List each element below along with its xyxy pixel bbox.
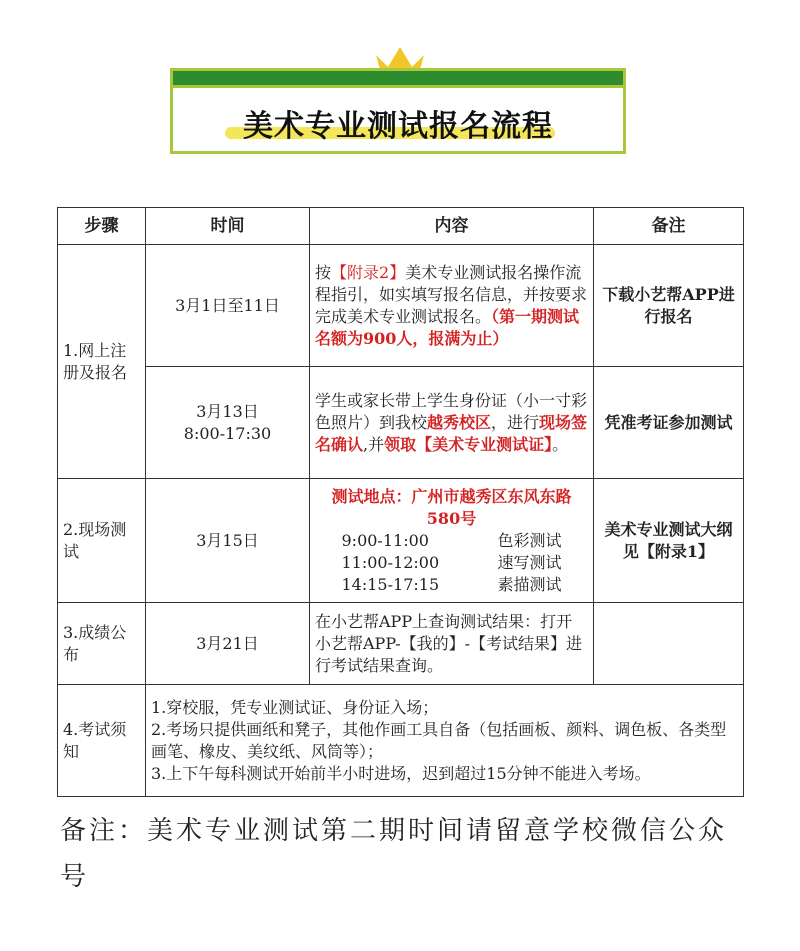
title-top-bar	[173, 71, 623, 85]
quota-notice: （第一期测试名额为900人，报满为止）	[315, 306, 580, 348]
campus-text: 越秀校区	[427, 412, 492, 432]
note-cell	[594, 603, 744, 685]
certificate-text: 领取【美术专业测试证】	[384, 434, 553, 454]
header-step: 步骤	[58, 208, 146, 245]
page-title: 美术专业测试报名流程	[243, 109, 553, 144]
title-banner	[170, 68, 626, 154]
schedule-time: 14:15-17:15	[341, 574, 440, 594]
footnote: 备注：美术专业测试第二期时间请留意学校微信公众号	[60, 816, 728, 892]
content-text: ，进行	[491, 412, 540, 432]
time-date: 3月13日	[196, 401, 259, 421]
process-table	[57, 207, 744, 797]
content-cell	[310, 479, 594, 603]
step-cell: 3.成绩公布	[58, 603, 146, 685]
content-text: 美术专业测试报名操作流程指引，如实填写报名信息，并按要求完成美术专业测试报名。	[315, 262, 588, 326]
content-text: ,并	[363, 434, 385, 454]
time-cell: 3月21日	[146, 603, 310, 685]
note-cell: 下载小艺帮APP进行报名	[594, 245, 744, 367]
schedule-item	[342, 574, 562, 596]
table-row	[58, 245, 744, 367]
table-row	[58, 685, 744, 797]
content-cell	[310, 367, 594, 479]
table-row	[58, 603, 744, 685]
table-header-row	[58, 208, 744, 245]
notice-item: 3.上下午每科测试开始前半小时进场，迟到超过15分钟不能进入考场。	[151, 763, 651, 783]
schedule-item	[342, 530, 562, 552]
schedule-time: 9:00-11:00	[341, 530, 429, 550]
table-row	[58, 479, 744, 603]
appendix-link-text: 【附录2】	[331, 262, 406, 282]
confirm-text: 现场签名确认	[315, 412, 588, 454]
step-cell: 4.考试须知	[58, 685, 146, 797]
step-cell: 1.网上注册及报名	[58, 245, 146, 479]
time-cell	[146, 367, 310, 479]
schedule-time: 11:00-12:00	[341, 552, 440, 572]
test-location: 测试地点：广州市越秀区东风东路580号	[331, 486, 572, 528]
content-text: 按	[315, 262, 332, 282]
time-range: 8:00-17:30	[183, 423, 272, 443]
schedule-subject: 速写测试	[497, 552, 562, 572]
note-cell: 美术专业测试大纲见【附录1】	[594, 479, 744, 603]
schedule-item	[342, 552, 562, 574]
schedule-subject: 素描测试	[497, 574, 562, 594]
note-cell: 凭准考证参加测试	[594, 367, 744, 479]
header-note: 备注	[594, 208, 744, 245]
table-row	[58, 367, 744, 479]
content-text: 学生或家长带上学生身份证（小一寸彩色照片）到我校	[315, 390, 588, 432]
notice-item: 1.穿校服，凭专业测试证、身份证入场；	[151, 697, 439, 717]
schedule-list	[342, 530, 562, 596]
header-content: 内容	[310, 208, 594, 245]
content-text: 。	[552, 434, 569, 454]
notice-cell	[146, 685, 744, 797]
step-cell: 2.现场测试	[58, 479, 146, 603]
content-cell	[310, 245, 594, 367]
header-time: 时间	[146, 208, 310, 245]
time-cell: 3月15日	[146, 479, 310, 603]
schedule-subject: 色彩测试	[497, 530, 562, 550]
content-cell: 在小艺帮APP上查询测试结果：打开小艺帮APP-【我的】-【考试结果】进行考试结果查询。	[310, 603, 594, 685]
notice-item: 2.考场只提供画纸和凳子，其他作画工具自备（包括画板、颜料、调色板、各类型画笔、橡皮、美纹纸、风筒等）；	[151, 719, 727, 761]
time-cell: 3月1日至11日	[146, 245, 310, 367]
